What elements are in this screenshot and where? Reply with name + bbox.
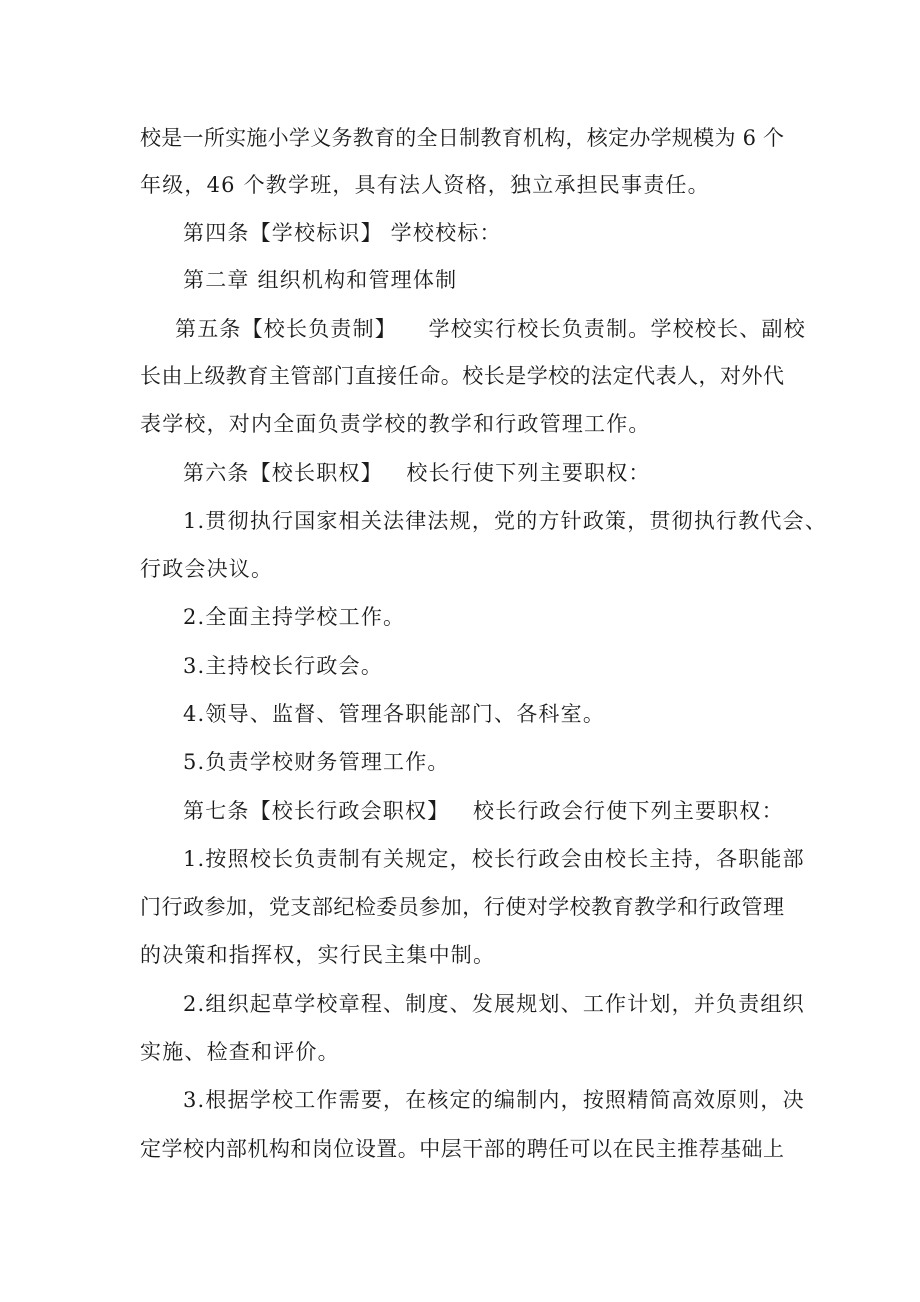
text-line: 门行政参加，党支部纪检委员参加，行使对学校教育教学和行政管理 [140, 895, 784, 919]
list-item: 1.按照校长负责制有关规定，校长行政会由校长主持，各职能部 [183, 847, 805, 871]
list-item: 3.根据学校工作需要，在核定的编制内，按照精简高效原则，决 [183, 1088, 805, 1112]
list-item: 2.全面主持学校工作。 [183, 605, 406, 629]
list-item: 2.组织起草学校章程、制度、发展规划、工作计划，并负责组织 [183, 992, 805, 1016]
text-line: 定学校内部机构和岗位设置。中层干部的聘任可以在民主推荐基础上 [140, 1137, 784, 1161]
article-heading: 第六条【校长职权】 校长行使下列主要职权： [183, 461, 651, 485]
article-heading: 第五条【校长负责制】 学校实行校长负责制。学校校长、副校 [175, 317, 806, 341]
text-line: 表学校，对内全面负责学校的教学和行政管理工作。 [140, 412, 651, 436]
list-item: 5.负责学校财务管理工作。 [183, 750, 450, 774]
text-line: 年级，46 个教学班，具有法人资格，独立承担民事责任。 [140, 173, 710, 197]
list-item: 4.领导、监督、管理各职能部门、各科室。 [183, 702, 606, 726]
list-item: 3.主持校长行政会。 [183, 654, 384, 678]
text-line: 长由上级教育主管部门直接任命。校长是学校的法定代表人，对外代 [140, 364, 784, 388]
text-line: 行政会决议。 [140, 557, 274, 581]
text-line: 实施、检查和评价。 [140, 1040, 340, 1064]
text-line: 校是一所实施小学义务教育的全日制教育机构，核定办学规模为 6 个 [140, 126, 784, 150]
article-heading: 第七条【校长行政会职权】 校长行政会行使下列主要职权： [183, 799, 784, 823]
list-item: 1.贯彻执行国家相关法律法规，党的方针政策，贯彻执行教代会、 [183, 509, 828, 533]
chapter-heading: 第二章 组织机构和管理体制 [183, 268, 458, 292]
text-line: 的决策和指挥权，实行民主集中制。 [140, 943, 496, 967]
article-heading: 第四条【学校标识】 学校校标： [183, 221, 502, 245]
